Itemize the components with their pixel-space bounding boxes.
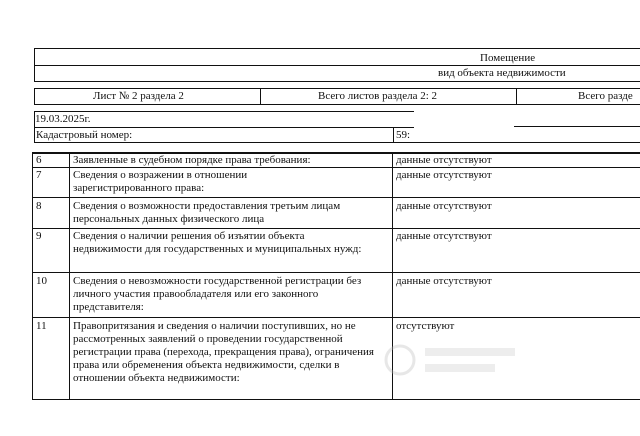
row-number: 11: [36, 320, 47, 332]
object-title: Помещение: [480, 52, 536, 64]
watermark: [380, 330, 530, 390]
row-number: 6: [36, 154, 42, 166]
total-sheets-cut-label: Всего разде: [578, 90, 633, 102]
row-description: Заявленные в судебном порядке права требования:: [73, 154, 311, 166]
row-number: 10: [36, 275, 47, 287]
row-number: 9: [36, 230, 42, 242]
row-number: 7: [36, 169, 42, 181]
row-description: Сведения о наличии решения об изъятии объекта недвижимости для государственных и муниципальных нужд:: [73, 230, 362, 255]
row-description: Сведения о невозможности государственной регистрации без личного участия правообладателя или его законного представителя:: [73, 275, 362, 313]
row-description: Сведения о возможности предоставления третьим лицам персональных данных физического лица: [73, 200, 341, 225]
row-value: данные отсутствуют: [396, 230, 492, 242]
row-value: данные отсутствуют: [396, 275, 492, 287]
row-description: Правопритязания и сведения о наличии поступивших, но не рассмотренных заявлений о проведении государственной регистрации права (перехода, прекращения права), ограничения права или обременения объекта недвижимости, сделки в отношении объекта недвижимости:: [73, 320, 374, 384]
row-value: данные отсутствуют: [396, 200, 492, 212]
total-sheets-label: Всего листов раздела 2: 2: [318, 90, 438, 102]
object-subtitle: вид объекта недвижимости: [438, 67, 566, 79]
cadastral-number-label: Кадастровый номер:: [36, 129, 133, 141]
row-value: данные отсутствуют: [396, 154, 492, 166]
sheet-number-label: Лист № 2 раздела 2: [93, 90, 184, 102]
extract-date: 19.03.2025г.: [35, 113, 91, 125]
cadastral-number-value: 59:: [396, 129, 411, 141]
row-description: Сведения о возражении в отношении зарегистрированного права:: [73, 169, 248, 194]
row-value: отсутствуют: [396, 320, 455, 332]
row-number: 8: [36, 200, 42, 212]
row-value: данные отсутствуют: [396, 169, 492, 181]
